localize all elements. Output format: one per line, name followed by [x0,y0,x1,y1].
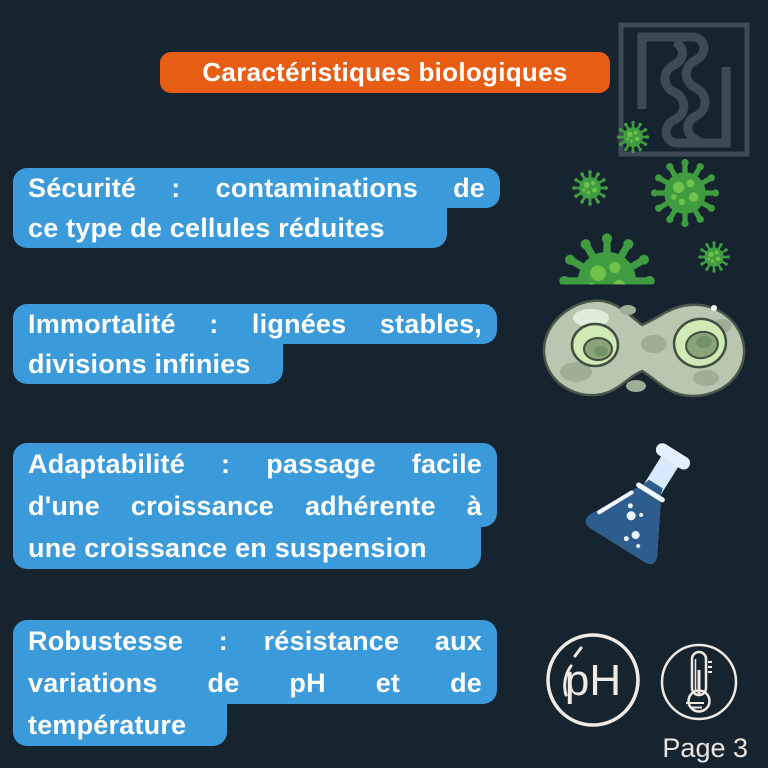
block-line: Robustesse : résistance aux [13,620,497,662]
virus-cluster [540,95,768,295]
thermometer-icon [659,642,739,722]
virus-icon-dome [564,238,649,295]
page-number: Page 3 [662,733,748,763]
erlenmeyer-flask-illustration [582,438,702,573]
block-line: Sécurité : contaminations de [13,168,500,208]
title-banner [160,52,610,93]
ph-icon [544,631,642,729]
dividing-cell-illustration [536,292,752,406]
text-block-adaptabilite [13,443,497,569]
ph-label: pH [564,656,622,705]
block-line: Adaptabilité : passage facile [13,443,497,485]
virus-icon-large [655,163,716,224]
text-block-securite [13,168,500,248]
block-line: variations de pH et de [13,662,497,704]
block-line: ce type de cellules réduites [13,208,447,248]
block-line: Immortalité : lignées stables, [13,304,497,344]
text-block-robustesse [13,620,497,746]
virus-icon-small-1 [619,123,648,152]
block-line: divisions infinies [13,344,283,384]
text-block-immortalite [13,304,497,384]
block-line: une croissance en suspension [13,527,481,569]
virus-icon-small-3 [700,243,728,271]
block-line: température [13,704,227,746]
block-line: d'une croissance adhérente à [13,485,497,527]
virus-icon-small-2 [574,172,606,204]
page-title: Caractéristiques biologiques [202,57,568,87]
